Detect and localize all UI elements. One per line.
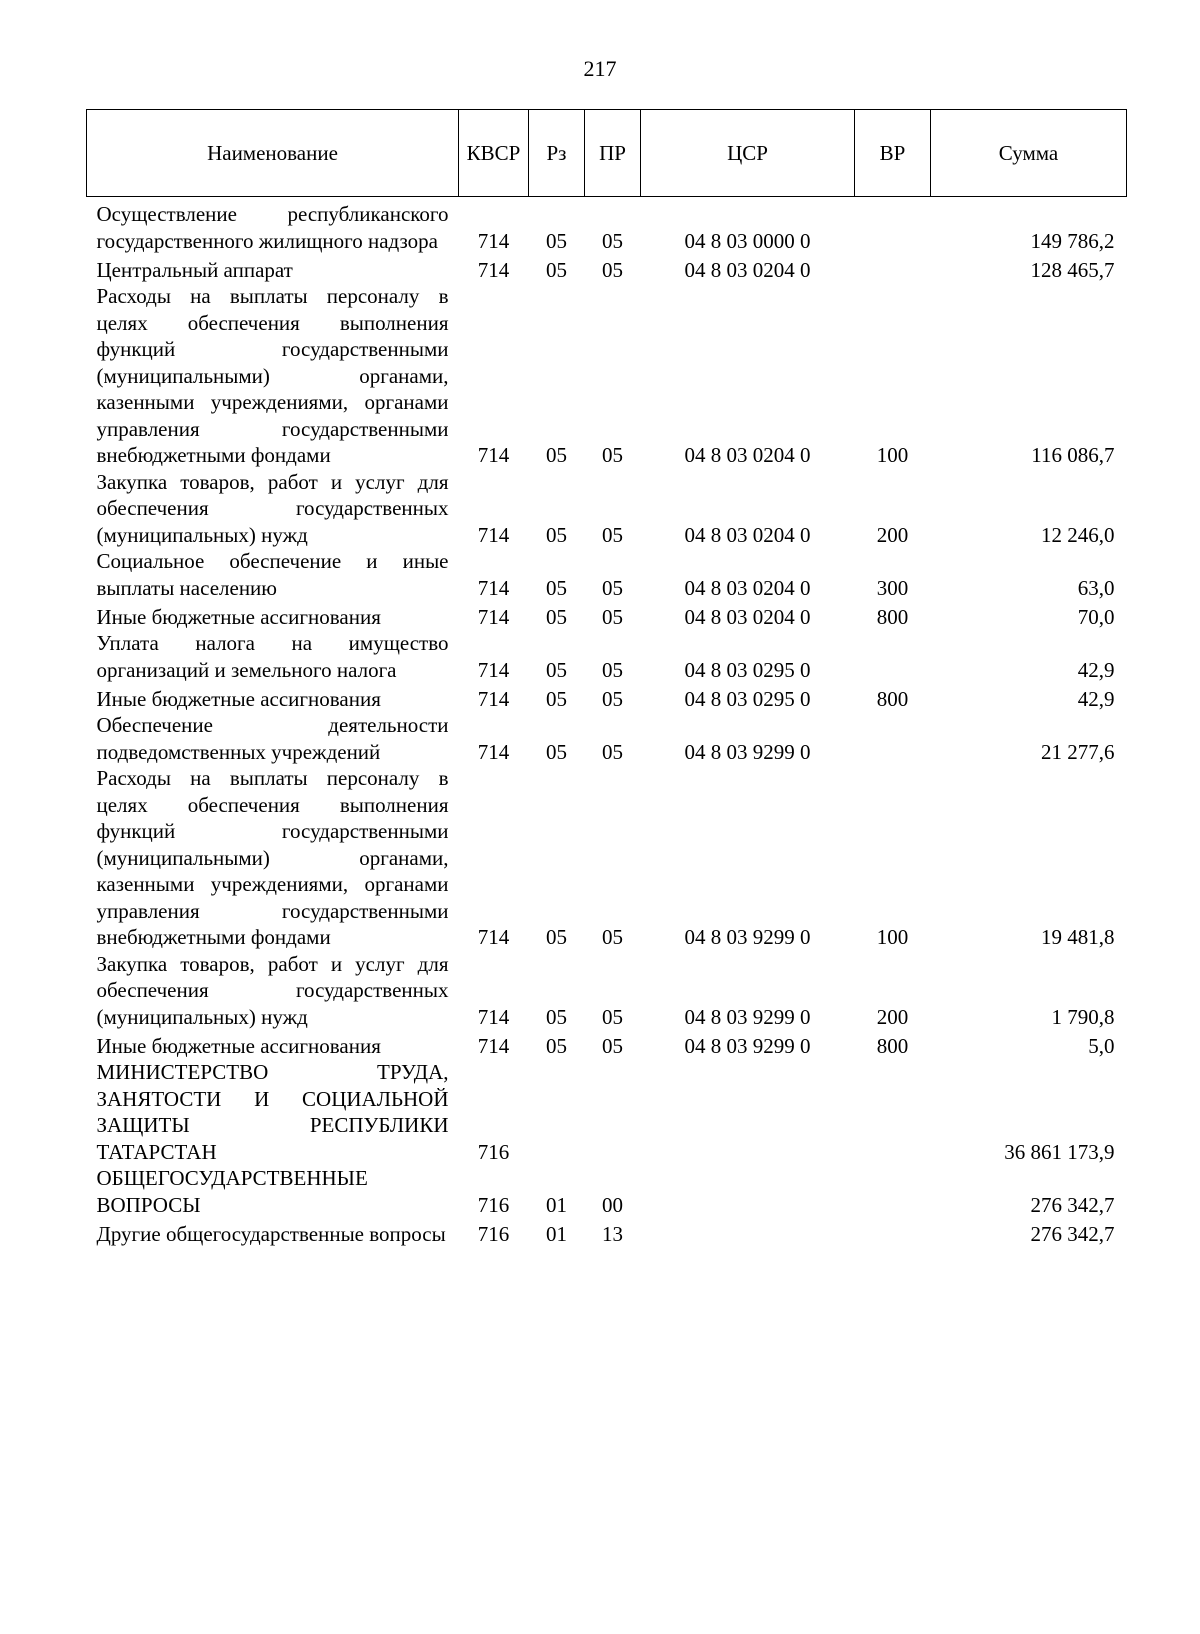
row-vr: [855, 1059, 931, 1165]
budget-document: [86, 109, 1126, 1247]
row-vr: [855, 197, 931, 255]
row-pr: 05: [602, 686, 623, 711]
row-csr: 04 8 03 9299 0: [684, 925, 811, 949]
row-pr: 05: [602, 739, 623, 764]
row-csr: 04 8 03 0204 0: [684, 604, 811, 629]
table-row: [87, 683, 1127, 712]
table-row: [87, 254, 1127, 283]
header-kvsr: КВСР: [459, 110, 529, 197]
row-pr: 05: [602, 925, 623, 949]
row-name: Расходы на выплаты персоналу в целях обеспечения выполнения функций государственными (муниципальными) органами, казенными учреждениями, органами управления государственными внебюджетными фондами: [96, 284, 449, 467]
row-rz: 05: [546, 1004, 567, 1029]
row-kvsr: 714: [477, 1004, 510, 1029]
row-sum: 128 465,7: [1030, 257, 1115, 282]
row-vr: 100: [876, 443, 909, 467]
row-vr: 800: [876, 604, 909, 629]
row-vr: 200: [876, 522, 909, 547]
row-csr: [641, 1165, 855, 1218]
table-row: [87, 1030, 1127, 1059]
row-kvsr: 714: [477, 739, 510, 764]
row-kvsr: 716: [477, 1221, 510, 1246]
row-pr: 05: [602, 604, 623, 629]
row-csr: 04 8 03 0204 0: [684, 443, 811, 467]
row-rz: 05: [546, 604, 567, 629]
row-kvsr: 716: [477, 1139, 510, 1164]
row-rz: 05: [546, 522, 567, 547]
row-rz: 05: [546, 686, 567, 711]
row-kvsr: 714: [477, 257, 510, 282]
budget-table: [86, 109, 1127, 1247]
row-name: Закупка товаров, работ и услуг для обеспечения государственных (муниципальных) нужд: [96, 469, 449, 547]
row-pr: 05: [602, 657, 623, 682]
row-csr: 04 8 03 9299 0: [684, 1004, 811, 1029]
table-row: [87, 1059, 1127, 1165]
row-pr: 05: [602, 228, 623, 253]
row-kvsr: 716: [477, 1192, 510, 1217]
row-vr: 800: [876, 686, 909, 711]
row-sum: 42,9: [1077, 657, 1115, 682]
row-name: ОБЩЕГОСУДАРСТВЕННЫЕ ВОПРОСЫ: [96, 1166, 368, 1217]
row-name: Закупка товаров, работ и услуг для обеспечения государственных (муниципальных) нужд: [96, 951, 449, 1029]
row-name: Иные бюджетные ассигнования: [96, 686, 381, 711]
row-vr: 100: [876, 925, 909, 949]
table-row: [87, 765, 1127, 951]
header-rz: Рз: [529, 110, 585, 197]
row-pr: 05: [602, 575, 623, 600]
row-sum: 12 246,0: [1041, 522, 1115, 547]
row-vr: [855, 1165, 931, 1218]
row-kvsr: 714: [477, 443, 510, 467]
header-sum: Сумма: [931, 110, 1127, 197]
row-name: Расходы на выплаты персоналу в целях обеспечения выполнения функций государственными (муниципальными) органами, казенными учреждениями, органами управления государственными внебюджетными фондами: [96, 766, 449, 949]
row-kvsr: 714: [477, 522, 510, 547]
row-rz: 01: [546, 1221, 567, 1246]
row-rz: 05: [546, 443, 567, 467]
row-kvsr: 714: [477, 1033, 510, 1058]
row-rz: 01: [546, 1192, 567, 1217]
table-row: [87, 630, 1127, 683]
row-sum: 116 086,7: [1031, 443, 1115, 467]
row-csr: 04 8 03 0204 0: [684, 257, 811, 282]
row-csr: 04 8 03 9299 0: [684, 1033, 811, 1058]
row-sum: 5,0: [1088, 1033, 1115, 1058]
table-row: [87, 197, 1127, 255]
row-pr: 05: [602, 257, 623, 282]
row-sum: 42,9: [1077, 686, 1115, 711]
row-name: Уплата налога на имущество организаций и земельного налога: [96, 631, 449, 682]
row-csr: 04 8 03 0204 0: [684, 575, 811, 600]
row-kvsr: 714: [477, 604, 510, 629]
row-rz: 05: [546, 739, 567, 764]
row-name: МИНИСТЕРСТВО ТРУДА, ЗАНЯТОСТИ И СОЦИАЛЬНОЙ ЗАЩИТЫ РЕСПУБЛИКИ ТАТАРСТАН: [96, 1060, 449, 1164]
row-name: Обеспечение деятельности подведомственных учреждений: [96, 713, 449, 764]
row-pr: 00: [602, 1192, 623, 1217]
row-pr: 13: [602, 1221, 623, 1246]
table-row: [87, 951, 1127, 1031]
row-rz: 05: [546, 925, 567, 949]
table-row: [87, 601, 1127, 630]
row-sum: 1 790,8: [1051, 1004, 1115, 1029]
row-kvsr: 714: [477, 686, 510, 711]
table-row: [87, 1165, 1127, 1218]
row-csr: 04 8 03 0000 0: [684, 228, 811, 253]
row-pr: 05: [602, 522, 623, 547]
row-rz: 05: [546, 1033, 567, 1058]
row-kvsr: 714: [477, 575, 510, 600]
row-vr: [855, 254, 931, 283]
header-pr: ПР: [585, 110, 641, 197]
header-name: Наименование: [87, 110, 459, 197]
row-name: Иные бюджетные ассигнования: [96, 1033, 381, 1058]
table-row: [87, 469, 1127, 549]
row-kvsr: 714: [477, 228, 510, 253]
row-kvsr: 714: [477, 925, 510, 949]
row-sum: 276 342,7: [1030, 1221, 1115, 1246]
row-sum: 149 786,2: [1030, 228, 1115, 253]
table-body: [87, 197, 1127, 1248]
row-pr: [585, 1059, 641, 1165]
row-sum: 19 481,8: [1041, 925, 1115, 949]
page-number: 217: [583, 56, 617, 81]
row-rz: 05: [546, 257, 567, 282]
table-row: [87, 548, 1127, 601]
row-vr: [855, 630, 931, 683]
table-row: [87, 283, 1127, 469]
row-pr: 05: [602, 1033, 623, 1058]
row-rz: [529, 1059, 585, 1165]
table-row: [87, 1218, 1127, 1247]
row-pr: 05: [602, 443, 623, 467]
row-sum: 63,0: [1077, 575, 1115, 600]
row-csr: [641, 1218, 855, 1247]
header-csr: ЦСР: [641, 110, 855, 197]
row-name: Иные бюджетные ассигнования: [96, 604, 381, 629]
row-csr: [641, 1059, 855, 1165]
row-vr: [855, 1218, 931, 1247]
row-name: Центральный аппарат: [96, 257, 293, 282]
row-vr: 300: [876, 575, 909, 600]
row-sum: 276 342,7: [1030, 1192, 1115, 1217]
row-sum: 21 277,6: [1041, 739, 1115, 764]
row-vr: 800: [876, 1033, 909, 1058]
row-rz: 05: [546, 657, 567, 682]
row-sum: 70,0: [1077, 604, 1115, 629]
row-kvsr: 714: [477, 657, 510, 682]
row-vr: 200: [876, 1004, 909, 1029]
row-name: Другие общегосударственные вопросы: [96, 1221, 446, 1246]
row-csr: 04 8 03 0204 0: [684, 522, 811, 547]
table-header: [87, 110, 1127, 197]
header-vr: ВР: [855, 110, 931, 197]
row-csr: 04 8 03 0295 0: [684, 657, 811, 682]
row-rz: 05: [546, 228, 567, 253]
row-name: Социальное обеспечение и иные выплаты населению: [96, 549, 449, 600]
row-csr: 04 8 03 0295 0: [684, 686, 811, 711]
row-csr: 04 8 03 9299 0: [684, 739, 811, 764]
table-row: [87, 712, 1127, 765]
row-rz: 05: [546, 575, 567, 600]
row-vr: [855, 712, 931, 765]
row-name: Осуществление республиканского государственного жилищного надзора: [96, 202, 449, 253]
row-sum: 36 861 173,9: [1004, 1139, 1115, 1164]
row-pr: 05: [602, 1004, 623, 1029]
